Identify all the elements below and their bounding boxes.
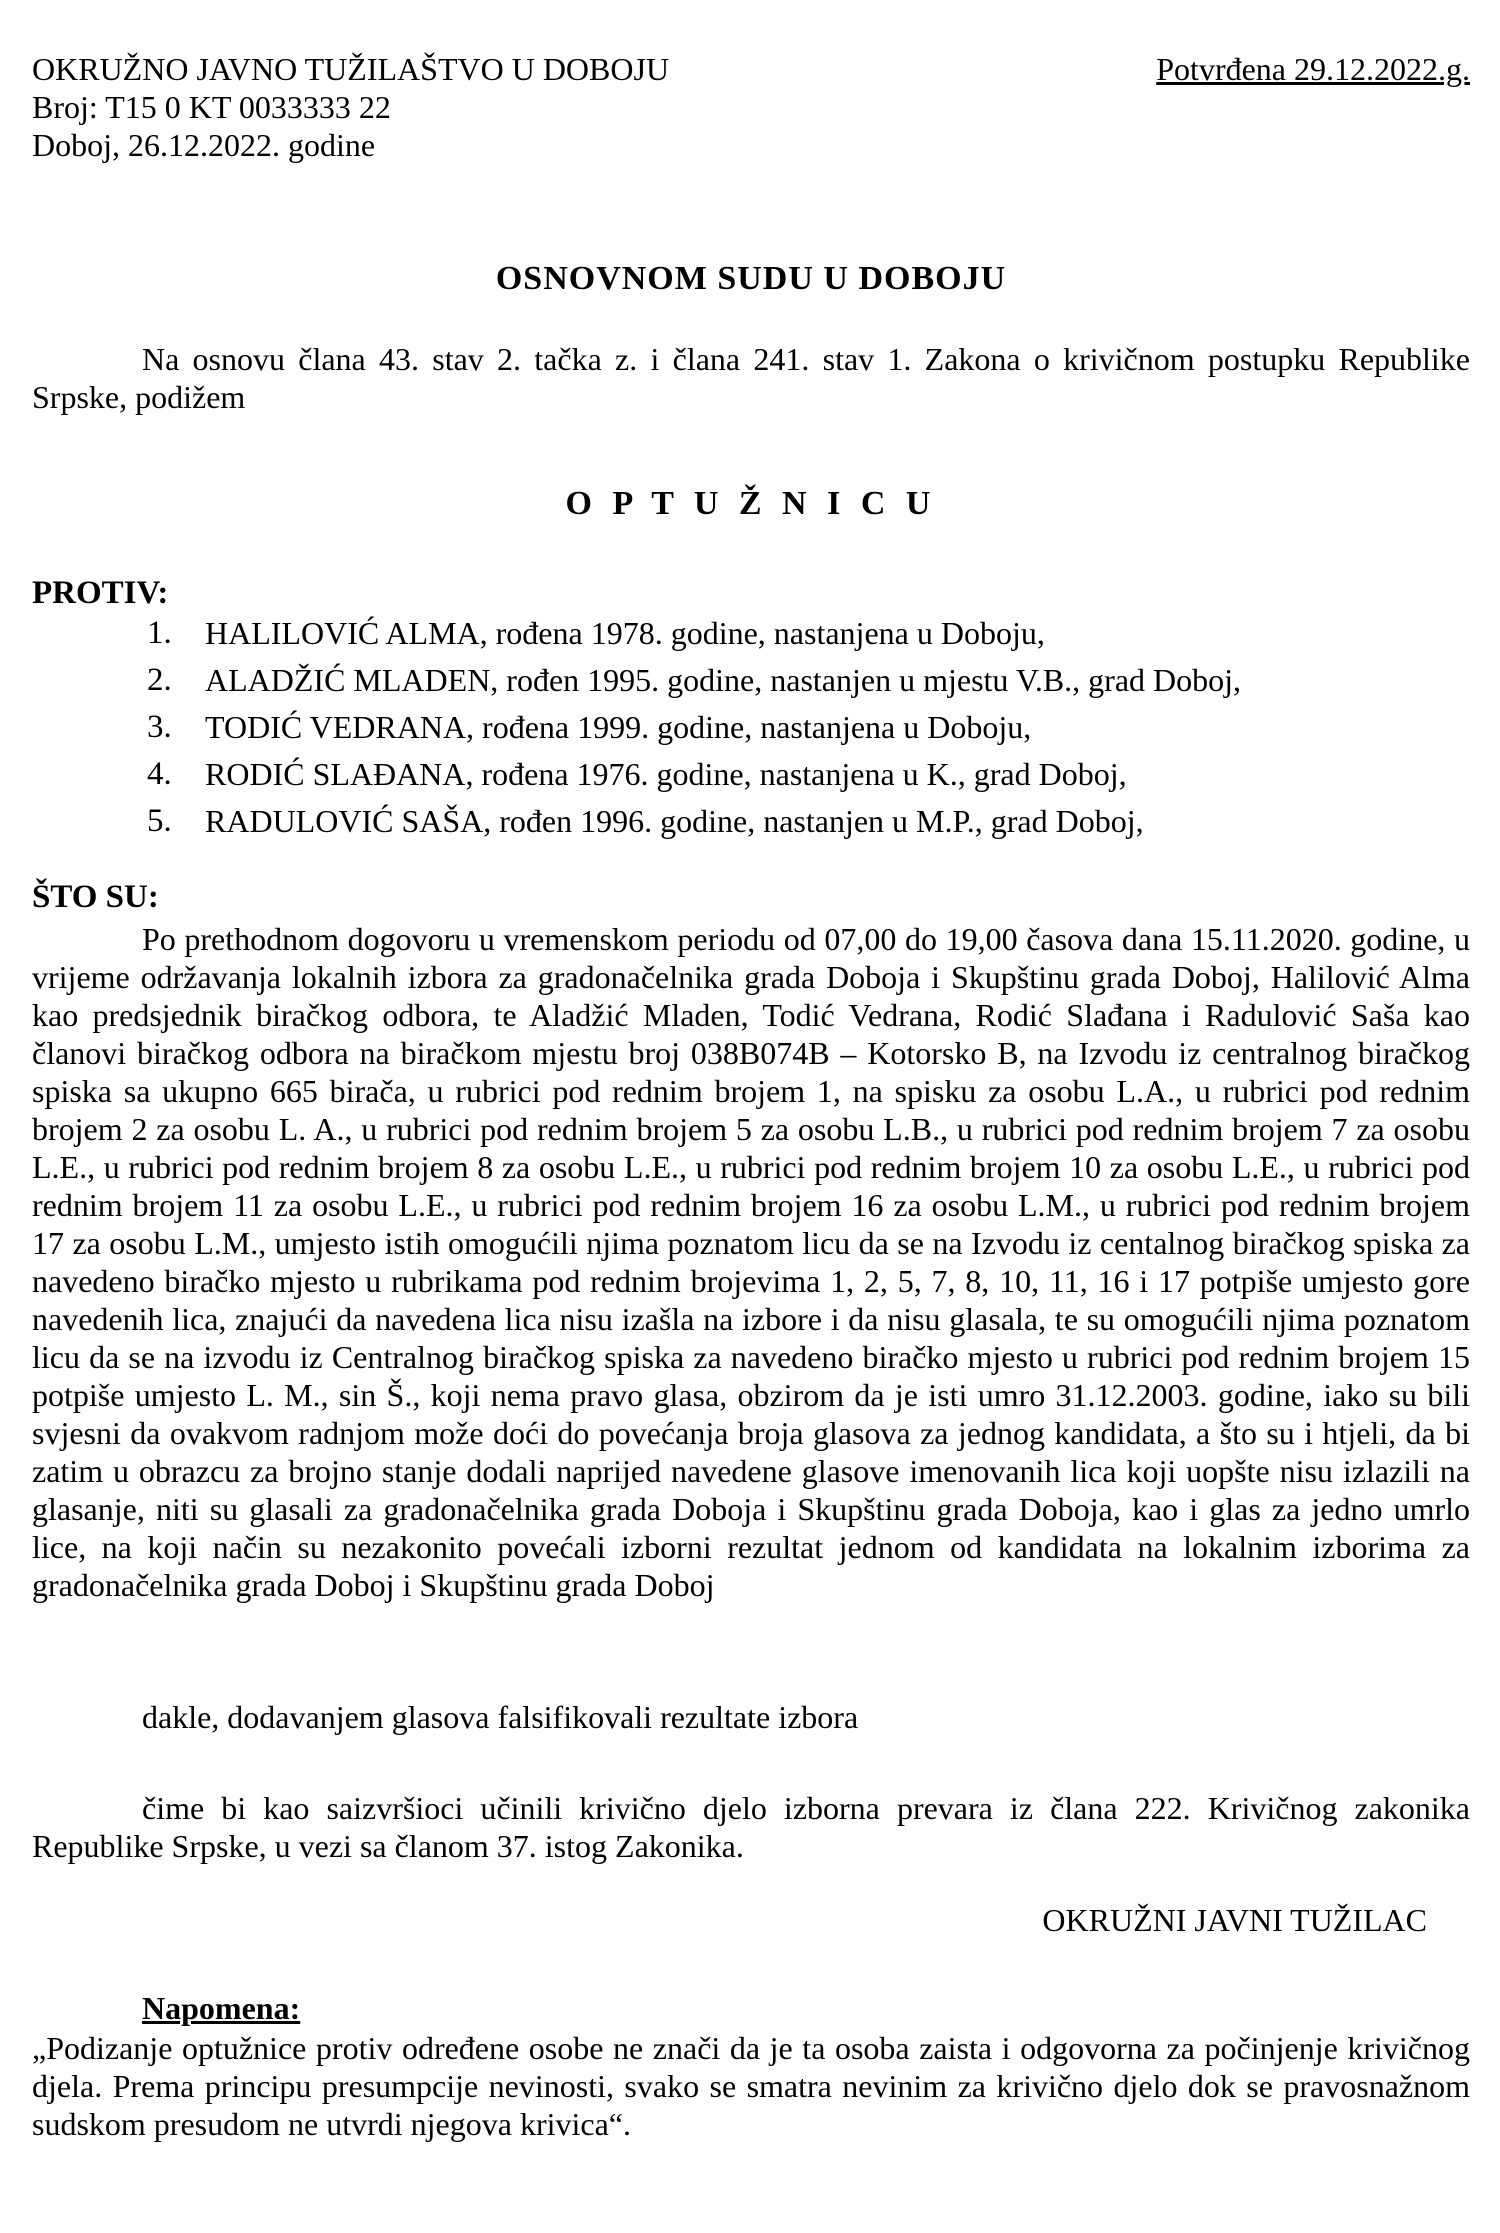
charges-label: ŠTO SU: (32, 879, 159, 915)
defendant-number: 2. (147, 662, 172, 698)
document-header (32, 50, 1470, 88)
confirmation-date: Potvrđena 29.12.2022.g. (1156, 51, 1470, 87)
defendant-number: 1. (147, 615, 172, 651)
defendant-text: HALILOVIĆ ALMA, rođena 1978. godine, nastanjena u Doboju, (205, 615, 1045, 651)
addressee-court-heading: OSNOVNOM SUDU U DOBOJU (495, 260, 1007, 297)
defendant-number: 5. (147, 803, 172, 839)
note-paragraph: „Podizanje optužnice protiv određene osobe ne znači da je ta osoba zaista i odgovorna za počinjenje krivičnog djela. Prema principu presumpcije nevinosti, svako se smatra nevinim za krivično djelo dok se pravosnažnom sudskom presudom ne utvrdi njegova krivica“. (32, 2030, 1470, 2142)
defendants-list (32, 614, 1470, 840)
defendant-row (32, 614, 1470, 652)
defendant-text: RODIĆ SLAĐANA, rođena 1976. godine, nastanjena u K., grad Doboj, (205, 756, 1127, 792)
defendant-text: RADULOVIĆ SAŠA, rođen 1996. godine, nastanjen u M.P., grad Doboj, (205, 803, 1144, 839)
charges-conclusion: dakle, dodavanjem glasova falsifikovali rezultate izbora (142, 1699, 859, 1735)
charges-factual-description: Po prethodnom dogovoru u vremenskom periodu od 07,00 do 19,00 časova dana 15.11.2020. godine, u vrijeme održavanja lokalnih izbora za gradonačelnika grada Doboja i Skupštinu grada Doboj, Halilović Alma kao predsjednik biračkog odbora, te Aladžić Mladen, Todić Vedrana, Rodić Slađana i Radulović Saša kao članovi biračkog odbora na biračkom mjestu broj 038B074B – Kotorsko B, na Izvodu iz centralnog biračkog spiska sa ukupno 665 birača, u rubrici pod rednim brojem 1, na spisku za osobu L.A., u rubrici pod rednim brojem 2 za osobu L. A., u rubrici pod rednim brojem 5 za osobu L.B., u rubrici pod rednim brojem 7 za osobu L.E., u rubrici pod rednim brojem 8 za osobu L.E., u rubrici pod rednim brojem 10 za osobu L.E., u rubrici pod rednim brojem 11 za osobu L.E., u rubrici pod rednim brojem 16 za osobu L.M., u rubrici pod rednim brojem 17 za osobu L.M., umjesto istih omogućili njima poznatom licu da se na Izvodu iz centalnog biračkog spiska za navedeno biračko mjesto u rubrikama pod rednim brojevima 1, 2, 5, 7, 8, 10, 11, 16 i 17 potpiše umjesto gore navedenih lica, znajući da navedena lica nisu izašla na izbore i da nisu glasala, te su omogućili njima poznatom licu da se na izvodu iz Centralnog biračkog spiska za navedeno biračko mjesto u rubrici pod rednim brojem 15 potpiše umjesto L. M., sin Š., koji nema pravo glasa, obzirom da je isti umro 31.12.2003. godine, iako su bili svjesni da ovakvom radnjom može doći do povećanja broja glasova za jednog kandidata, a što su i htjeli, da bi zatim u obrazcu za brojno stanje dodali naprijed navedene glasove imenovanih lica koji uopšte nisu izlazili na glasanje, niti su glasali za gradonačelnika grada Doboja i Skupštinu grada Doboja, kao i glas za jedno umrlo lice, na koji način su nezakonito povećali izborni rezultat jednom od kandidata na lokalnim izborima za gradonačelnika grada Doboj i Skupštinu grada Doboj (32, 921, 1470, 1603)
note-label: Napomena: (142, 1990, 301, 2026)
defendant-text: ALADŽIĆ MLADEN, rođen 1995. godine, nastanjen u mjestu V.B., grad Doboj, (205, 662, 1242, 698)
defendant-text: TODIĆ VEDRANA, rođena 1999. godine, nastanjena u Doboju, (205, 709, 1032, 745)
case-number: Broj: T15 0 KT 0033333 22 (32, 89, 391, 125)
document-title: O P T U Ž N I C U (565, 485, 937, 522)
against-label: PROTIV: (32, 575, 169, 611)
legal-qualification-paragraph: čime bi kao saizvršioci učinili krivično djelo izborna prevara iz člana 222. Krivičnog zakonika Republike Srpske, u vezi sa članom 37. istog Zakonika. (32, 1790, 1470, 1864)
defendant-row (32, 802, 1470, 840)
defendant-row (32, 661, 1470, 699)
defendant-number: 3. (147, 709, 172, 745)
signature-title: OKRUŽNI JAVNI TUŽILAC (1042, 1902, 1427, 1938)
place-and-date: Doboj, 26.12.2022. godine (32, 127, 376, 163)
prosecutor-office-name: OKRUŽNO JAVNO TUŽILAŠTVO U DOBOJU (32, 51, 670, 87)
defendant-row (32, 755, 1470, 793)
defendant-number: 4. (147, 756, 172, 792)
defendant-row (32, 708, 1470, 746)
legal-basis-paragraph: Na osnovu člana 43. stav 2. tačka z. i člana 241. stav 1. Zakona o krivičnom postupku Republike Srpske, podižem (32, 341, 1470, 415)
